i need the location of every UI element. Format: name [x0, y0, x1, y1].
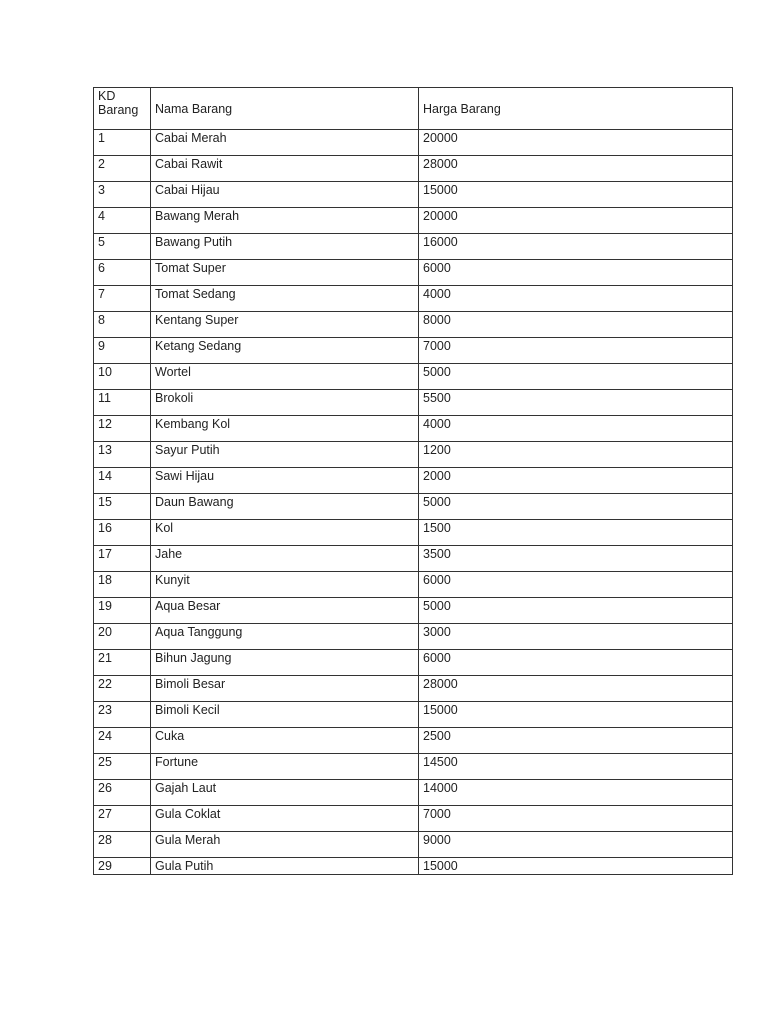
- cell-nama-barang: Tomat Super: [151, 260, 419, 286]
- table-row: [94, 130, 733, 156]
- header-harga-barang: Harga Barang: [419, 88, 733, 130]
- table-row: [94, 598, 733, 624]
- cell-kd-barang: 25: [94, 754, 151, 780]
- table-row: [94, 546, 733, 572]
- cell-harga-barang: 1200: [419, 442, 733, 468]
- cell-nama-barang: Bimoli Kecil: [151, 702, 419, 728]
- cell-kd-barang: 28: [94, 832, 151, 858]
- table-row: [94, 832, 733, 858]
- cell-kd-barang: 24: [94, 728, 151, 754]
- cell-nama-barang: Daun Bawang: [151, 494, 419, 520]
- cell-harga-barang: 5000: [419, 364, 733, 390]
- cell-nama-barang: Jahe: [151, 546, 419, 572]
- cell-harga-barang: 14000: [419, 780, 733, 806]
- cell-kd-barang: 9: [94, 338, 151, 364]
- cell-nama-barang: Sawi Hijau: [151, 468, 419, 494]
- cell-kd-barang: 16: [94, 520, 151, 546]
- table-row: [94, 650, 733, 676]
- cell-harga-barang: 6000: [419, 260, 733, 286]
- cell-kd-barang: 17: [94, 546, 151, 572]
- table-row: [94, 780, 733, 806]
- cell-kd-barang: 2: [94, 156, 151, 182]
- table-row: [94, 364, 733, 390]
- cell-harga-barang: 7000: [419, 806, 733, 832]
- table-row: [94, 806, 733, 832]
- cell-harga-barang: 5000: [419, 598, 733, 624]
- cell-harga-barang: 3000: [419, 624, 733, 650]
- cell-nama-barang: Gula Coklat: [151, 806, 419, 832]
- cell-harga-barang: 5000: [419, 494, 733, 520]
- table-row: [94, 494, 733, 520]
- cell-nama-barang: Wortel: [151, 364, 419, 390]
- cell-harga-barang: 2500: [419, 728, 733, 754]
- cell-harga-barang: 8000: [419, 312, 733, 338]
- cell-nama-barang: Gajah Laut: [151, 780, 419, 806]
- cell-harga-barang: 28000: [419, 156, 733, 182]
- table-row: [94, 416, 733, 442]
- cell-nama-barang: Kentang Super: [151, 312, 419, 338]
- table-header-row: [94, 88, 733, 130]
- cell-nama-barang: Fortune: [151, 754, 419, 780]
- cell-harga-barang: 20000: [419, 130, 733, 156]
- cell-nama-barang: Cabai Hijau: [151, 182, 419, 208]
- cell-harga-barang: 4000: [419, 416, 733, 442]
- cell-harga-barang: 6000: [419, 572, 733, 598]
- cell-nama-barang: Brokoli: [151, 390, 419, 416]
- cell-harga-barang: 9000: [419, 832, 733, 858]
- cell-harga-barang: 15000: [419, 702, 733, 728]
- cell-kd-barang: 10: [94, 364, 151, 390]
- cell-harga-barang: 20000: [419, 208, 733, 234]
- cell-kd-barang: 27: [94, 806, 151, 832]
- cell-kd-barang: 18: [94, 572, 151, 598]
- cell-kd-barang: 23: [94, 702, 151, 728]
- cell-nama-barang: Kunyit: [151, 572, 419, 598]
- table-row: [94, 312, 733, 338]
- cell-harga-barang: 16000: [419, 234, 733, 260]
- cell-kd-barang: 5: [94, 234, 151, 260]
- cell-harga-barang: 1500: [419, 520, 733, 546]
- table-row: [94, 182, 733, 208]
- cell-harga-barang: 7000: [419, 338, 733, 364]
- cell-harga-barang: 15000: [419, 182, 733, 208]
- table-row: [94, 234, 733, 260]
- table-row: [94, 728, 733, 754]
- price-table: [93, 87, 733, 875]
- table-row: [94, 520, 733, 546]
- cell-nama-barang: Kembang Kol: [151, 416, 419, 442]
- cell-kd-barang: 29: [94, 858, 151, 875]
- cell-nama-barang: Cabai Rawit: [151, 156, 419, 182]
- table-row: [94, 676, 733, 702]
- table-row: [94, 338, 733, 364]
- table-row: [94, 286, 733, 312]
- cell-nama-barang: Gula Merah: [151, 832, 419, 858]
- table-row: [94, 390, 733, 416]
- cell-harga-barang: 3500: [419, 546, 733, 572]
- cell-harga-barang: 4000: [419, 286, 733, 312]
- cell-kd-barang: 3: [94, 182, 151, 208]
- cell-nama-barang: Aqua Besar: [151, 598, 419, 624]
- cell-nama-barang: Bawang Merah: [151, 208, 419, 234]
- table-row: [94, 260, 733, 286]
- cell-harga-barang: 14500: [419, 754, 733, 780]
- table-row: [94, 572, 733, 598]
- table-row: [94, 208, 733, 234]
- table-row: [94, 624, 733, 650]
- cell-nama-barang: Cuka: [151, 728, 419, 754]
- cell-harga-barang: 5500: [419, 390, 733, 416]
- cell-nama-barang: Gula Putih: [151, 858, 419, 875]
- cell-nama-barang: Bimoli Besar: [151, 676, 419, 702]
- cell-kd-barang: 26: [94, 780, 151, 806]
- cell-kd-barang: 8: [94, 312, 151, 338]
- cell-harga-barang: 15000: [419, 858, 733, 875]
- table-body: [94, 130, 733, 875]
- cell-nama-barang: Sayur Putih: [151, 442, 419, 468]
- table-row: [94, 858, 733, 875]
- cell-kd-barang: 12: [94, 416, 151, 442]
- cell-nama-barang: Cabai Merah: [151, 130, 419, 156]
- table-row: [94, 702, 733, 728]
- cell-kd-barang: 21: [94, 650, 151, 676]
- cell-harga-barang: 2000: [419, 468, 733, 494]
- table-row: [94, 754, 733, 780]
- table-row: [94, 468, 733, 494]
- cell-kd-barang: 13: [94, 442, 151, 468]
- header-kd-barang: KD Barang: [94, 88, 151, 130]
- table-row: [94, 442, 733, 468]
- cell-nama-barang: Ketang Sedang: [151, 338, 419, 364]
- cell-nama-barang: Tomat Sedang: [151, 286, 419, 312]
- header-nama-barang: Nama Barang: [151, 88, 419, 130]
- cell-kd-barang: 1: [94, 130, 151, 156]
- cell-nama-barang: Bawang Putih: [151, 234, 419, 260]
- cell-nama-barang: Aqua Tanggung: [151, 624, 419, 650]
- cell-kd-barang: 22: [94, 676, 151, 702]
- cell-kd-barang: 6: [94, 260, 151, 286]
- cell-kd-barang: 20: [94, 624, 151, 650]
- cell-kd-barang: 4: [94, 208, 151, 234]
- cell-kd-barang: 14: [94, 468, 151, 494]
- cell-harga-barang: 28000: [419, 676, 733, 702]
- table-row: [94, 156, 733, 182]
- cell-harga-barang: 6000: [419, 650, 733, 676]
- cell-kd-barang: 11: [94, 390, 151, 416]
- cell-kd-barang: 7: [94, 286, 151, 312]
- cell-kd-barang: 15: [94, 494, 151, 520]
- cell-nama-barang: Kol: [151, 520, 419, 546]
- cell-kd-barang: 19: [94, 598, 151, 624]
- cell-nama-barang: Bihun Jagung: [151, 650, 419, 676]
